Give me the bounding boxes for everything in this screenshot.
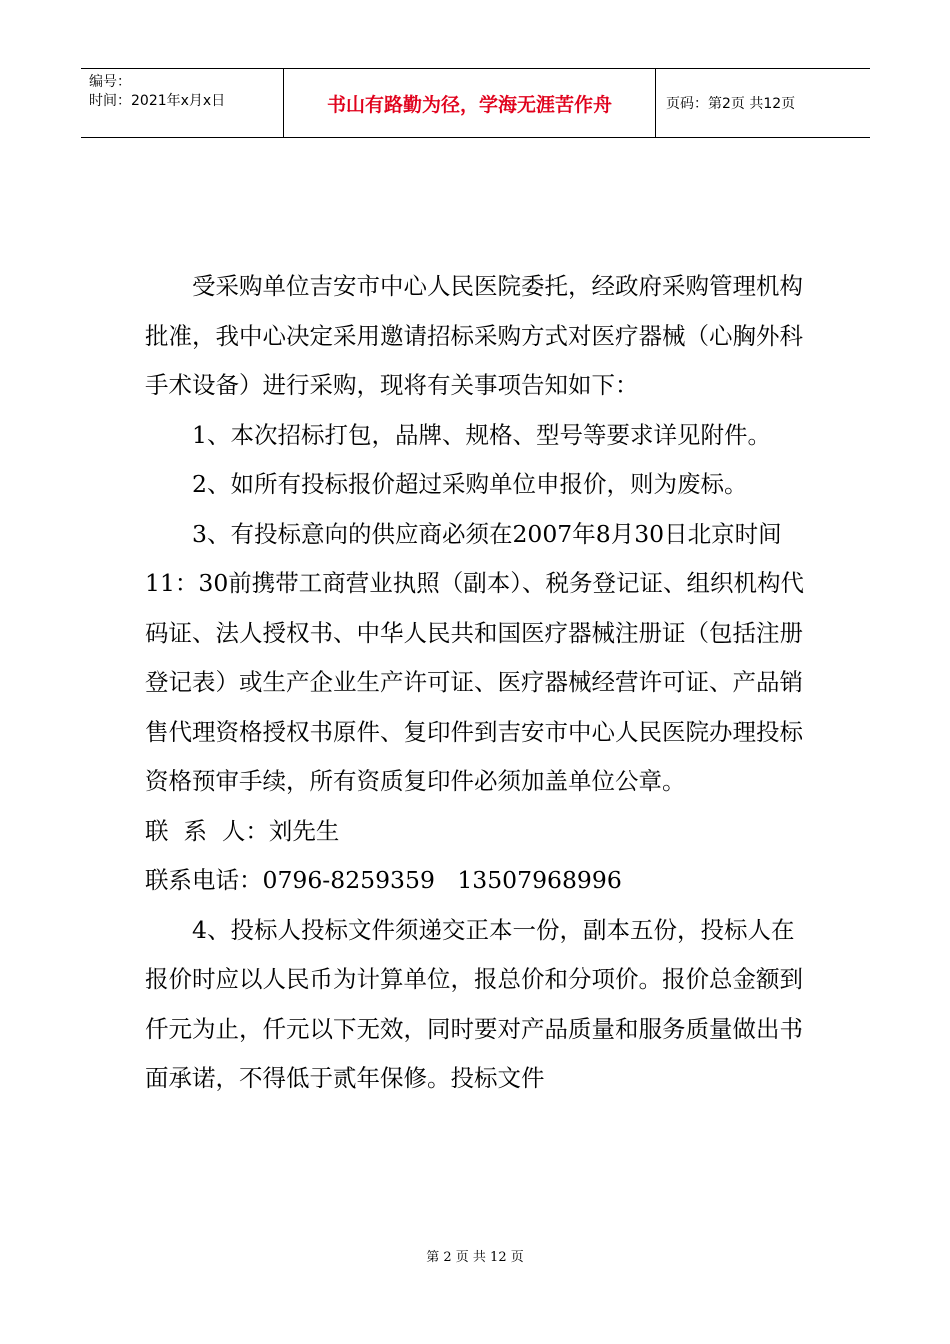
header-meta xyxy=(81,69,283,137)
paragraph-item-3: 3、有投标意向的供应商必须在2007年8月30日北京时间11：30前携带工商营业执照（副本）、税务登记证、组织机构代码证、法人授权书、中华人民共和国医疗器械注册证（包括注册登记表）或生产企业生产许可证、医疗器械经营许可证、产品销售代理资格授权书原件、复印件到吉安市中心人民医院办理投标资格预审手续，所有资质复印件必须加盖单位公章。 xyxy=(145,519,805,795)
document-body xyxy=(145,262,813,1104)
document-date: 时间：2021年x月x日 xyxy=(89,93,226,109)
contact-phone: 联系电话：0796-8259359 13507968996 xyxy=(145,866,622,894)
paragraph-intro: 受采购单位吉安市中心人民医院委托，经政府采购管理机构批准，我中心决定采用邀请招标采购方式对医疗器械（心胸外科手术设备）进行采购，现将有关事项告知如下： xyxy=(145,272,803,399)
header-page-info: 页码：第2页 共12页 xyxy=(666,96,796,112)
contact-person: 联 系 人：刘先生 xyxy=(145,816,340,845)
document-number-label: 编号： xyxy=(89,74,131,90)
paragraph-item-2: 2、如所有投标报价超过采购单位申报价，则为废标。 xyxy=(192,470,748,498)
page-footer: 第 2 页 共 12 页 xyxy=(426,1250,524,1265)
page-header xyxy=(81,68,870,138)
paragraph-item-1: 1、本次招标打包，品牌、规格、型号等要求详见附件。 xyxy=(192,420,771,449)
paragraph-item-4: 4、投标人投标文件须递交正本一份，副本五份，投标人在报价时应以人民币为计算单位，报总价和分项价。报价总金额到仟元为止，仟元以下无效，同时要对产品质量和服务质量做出书面承诺，不得低于贰年保修。投标文件 xyxy=(145,915,803,1092)
header-motto: 书山有路勤为径，学海无涯苦作舟 xyxy=(283,69,656,137)
